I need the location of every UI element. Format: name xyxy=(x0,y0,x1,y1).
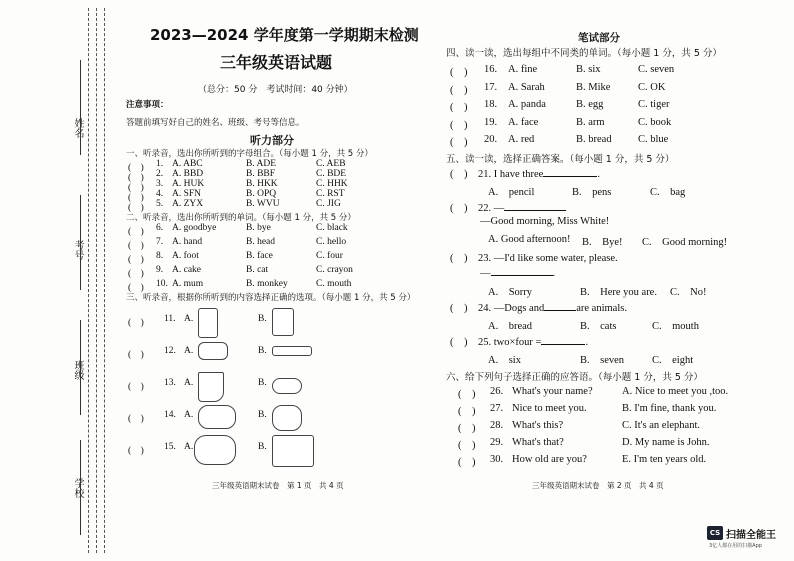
exam-title: 2023—2024 学年度第一学期期末检测 xyxy=(150,26,419,44)
page-one xyxy=(120,0,422,561)
option-c[interactable]: C. AEB xyxy=(316,159,346,169)
question-number: 27. xyxy=(490,403,504,414)
option-b[interactable]: B. xyxy=(258,346,267,356)
q24-option-b[interactable]: B. cats xyxy=(580,321,617,332)
option-b[interactable]: B. six xyxy=(576,64,601,75)
response-option[interactable]: B. I'm fine, thank you. xyxy=(622,403,717,414)
q22-option-b[interactable]: B. Bye! xyxy=(582,237,623,248)
q25-option-c[interactable]: C. eight xyxy=(652,355,694,366)
q22-option-c[interactable]: C. Good morning! xyxy=(642,237,728,248)
question-text: How old are you? xyxy=(512,454,587,465)
name-label: 姓名 xyxy=(72,118,83,138)
question-text: What's this? xyxy=(512,420,564,431)
option-b[interactable]: B. xyxy=(258,442,267,452)
answer-paren[interactable]: ( ) xyxy=(458,389,476,400)
option-c[interactable]: C. book xyxy=(638,116,672,128)
option-c[interactable]: C. OK xyxy=(638,81,666,93)
option-c[interactable]: C. JIG xyxy=(316,199,341,209)
question-21: ( ) 21. I have three . xyxy=(450,169,600,180)
answer-paren[interactable]: ( ) xyxy=(128,183,144,193)
answer-paren[interactable]: ( ) xyxy=(450,137,468,148)
option-a[interactable]: A. goodbye xyxy=(172,223,217,233)
answer-paren[interactable]: ( ) xyxy=(128,446,144,456)
question-number: 6. xyxy=(156,223,164,233)
question-22: ( ) 22. — xyxy=(450,200,566,215)
section6-heading: 六、给下列句子选择正确的应答语。（每小题 1 分，共 5 分） xyxy=(446,372,703,383)
scanner-logo xyxy=(707,525,791,553)
answer-blank[interactable] xyxy=(541,344,585,345)
scanner-name: 扫描全能王 xyxy=(726,530,776,541)
cut-line xyxy=(96,8,97,553)
exam-subtitle: 三年级英语试题 xyxy=(220,53,333,72)
question-number: 1. xyxy=(156,159,164,169)
option-a[interactable]: A. xyxy=(184,442,194,452)
section4-heading: 四、读一读，选出每组中不同类的单词。（每小题 1 分，共 5 分） xyxy=(446,48,722,59)
section3-heading: 三、听录音，根据你所听到的内容选择正确的选项。（每小题 1 分，共 5 分） xyxy=(126,293,416,303)
answer-paren[interactable]: ( ) xyxy=(458,457,476,468)
option-c[interactable]: C. tiger xyxy=(638,99,670,110)
q24-option-c[interactable]: C. mouth xyxy=(652,321,699,332)
response-option[interactable]: A. Nice to meet you ,too. xyxy=(622,386,729,397)
response-option[interactable]: D. My name is John. xyxy=(622,437,710,448)
option-a[interactable]: A. xyxy=(184,314,194,324)
question-24: ( ) 24. —Dogs and are animals. xyxy=(450,303,627,314)
answer-paren[interactable]: ( ) xyxy=(450,84,468,96)
answer-paren[interactable]: ( ) xyxy=(128,318,144,328)
answer-paren[interactable]: ( ) xyxy=(128,382,144,392)
q23-option-b[interactable]: B. Here you are. xyxy=(580,287,657,298)
question-number: 4. xyxy=(156,189,164,199)
q23-reply: — . xyxy=(480,268,556,279)
question-text: What's your name? xyxy=(512,386,593,397)
answer-paren[interactable]: ( ) xyxy=(450,119,468,131)
notes-text: 答题前填写好自己的姓名、班级、考号等信息。 xyxy=(126,118,305,128)
question-number: 3. xyxy=(156,179,164,189)
question-number: 11. xyxy=(164,314,176,324)
option-c[interactable]: C. BDE xyxy=(316,169,347,179)
option-a[interactable]: A. Sarah xyxy=(508,81,545,93)
option-c[interactable]: C. hello xyxy=(316,237,347,247)
question-number: 10. xyxy=(156,279,168,289)
written-header: 笔试部分 xyxy=(578,32,620,44)
listening-header: 听力部分 xyxy=(250,134,294,147)
option-b[interactable]: B. bye xyxy=(246,223,271,233)
question-number: 12. xyxy=(164,346,176,356)
page1-footer: 三年级英语期末试卷 第 1 页 共 4 页 xyxy=(212,481,344,490)
question-number: 20. xyxy=(484,134,498,145)
q21-option-a[interactable]: A. pencil xyxy=(488,187,535,198)
option-a[interactable]: A. BBD xyxy=(172,169,204,179)
scanner-badge-icon: CS xyxy=(707,526,723,540)
option-a[interactable]: A. SFN xyxy=(172,189,202,199)
answer-paren[interactable]: ( ) xyxy=(128,173,144,183)
question-number: 8. xyxy=(156,251,164,261)
q25-option-a[interactable]: A. six xyxy=(488,355,521,366)
scanner-tagline: 3亿人都在用的扫描App xyxy=(709,543,762,549)
family-picture xyxy=(272,435,314,467)
name-field[interactable] xyxy=(80,60,81,155)
pencil-case-picture xyxy=(198,342,228,360)
section2-heading: 二、听录音，选出你所听到的单词。（每小题 1 分，共 5 分） xyxy=(126,213,356,223)
question-number: 9. xyxy=(156,265,164,275)
option-a[interactable]: A. ZYX xyxy=(172,199,204,209)
class-field[interactable] xyxy=(80,320,81,415)
q21-option-b[interactable]: B. pens xyxy=(572,187,612,198)
question-number: 28. xyxy=(490,420,504,431)
response-option[interactable]: E. I'm ten years old. xyxy=(622,454,707,465)
question-23: ( ) 23. —I'd like some water, please. xyxy=(450,253,618,264)
question-text: Nice to meet you. xyxy=(512,403,587,414)
option-b[interactable]: B. WVU xyxy=(246,199,280,209)
score-info: （总分：50 分 考试时间：40 分钟） xyxy=(198,85,353,95)
cut-line xyxy=(104,8,105,553)
answer-paren[interactable]: ( ) xyxy=(458,406,476,417)
class-label: 班级 xyxy=(72,360,83,380)
question-number: 13. xyxy=(164,378,176,388)
option-c[interactable]: C. four xyxy=(316,251,343,261)
question-number: 7. xyxy=(156,237,164,247)
answer-paren[interactable]: ( ) xyxy=(128,283,144,293)
question-text: What's that? xyxy=(512,437,564,448)
answer-paren[interactable]: ( ) xyxy=(128,163,144,173)
answer-paren[interactable]: ( ) xyxy=(128,241,144,251)
option-b[interactable]: B. xyxy=(258,378,267,388)
option-c[interactable]: C. mouth xyxy=(316,279,352,289)
answer-paren[interactable]: ( ) xyxy=(128,269,144,279)
option-a[interactable]: A. hand xyxy=(172,237,203,247)
answer-paren[interactable]: ( ) xyxy=(128,203,144,213)
option-a[interactable]: A. panda xyxy=(508,99,546,110)
eyes-picture xyxy=(272,378,302,394)
option-b[interactable]: B. HKK xyxy=(246,179,278,189)
question-number: 14. xyxy=(164,410,176,420)
dog-picture xyxy=(272,405,302,431)
option-b[interactable]: B. monkey xyxy=(246,279,288,289)
answer-paren[interactable]: ( ) xyxy=(450,102,468,113)
option-a[interactable]: A. red xyxy=(508,134,535,145)
option-a[interactable]: A. cake xyxy=(172,265,202,275)
school-field[interactable] xyxy=(80,440,81,535)
answer-paren[interactable]: ( ) xyxy=(450,67,468,78)
q22-option-a[interactable]: A. Good afternoon! xyxy=(488,234,571,245)
option-a[interactable]: A. ABC xyxy=(172,159,203,169)
question-number: 17. xyxy=(484,81,498,93)
answer-blank[interactable] xyxy=(491,275,553,276)
answer-blank[interactable] xyxy=(544,310,576,311)
option-a[interactable]: A. xyxy=(184,346,194,356)
option-a[interactable]: A. face xyxy=(508,116,539,128)
answer-paren[interactable]: ( ) xyxy=(128,255,144,265)
school-label: 学校 xyxy=(72,478,83,498)
option-a[interactable]: A. HUK xyxy=(172,179,205,189)
answer-blank[interactable] xyxy=(504,210,566,211)
foot-picture xyxy=(198,372,224,402)
page2-footer: 三年级英语期末试卷 第 2 页 共 4 页 xyxy=(532,481,664,490)
option-b[interactable]: B. Mike xyxy=(576,81,611,93)
question-number: 5. xyxy=(156,199,164,209)
gift-bag-picture xyxy=(272,308,294,336)
question-number: 29. xyxy=(490,437,504,448)
crayon-picture xyxy=(272,346,312,356)
option-b[interactable]: B. cat xyxy=(246,265,269,275)
question-number: 26. xyxy=(490,386,504,397)
cup-picture xyxy=(198,308,218,338)
cat-picture xyxy=(198,405,236,429)
q23-option-a[interactable]: A. Sorry xyxy=(488,287,533,298)
option-b[interactable]: B. bread xyxy=(576,134,612,145)
question-number: 18. xyxy=(484,99,498,110)
section1-heading: 一、听录音，选出你所听到的字母组合。（每小题 1 分，共 5 分） xyxy=(126,149,373,159)
option-b[interactable]: B. xyxy=(258,314,267,324)
question-number: 19. xyxy=(484,116,498,128)
binding-strip xyxy=(0,0,120,561)
answer-paren[interactable]: ( ) xyxy=(128,193,144,203)
answer-paren[interactable]: ( ) xyxy=(128,350,144,360)
option-c[interactable]: C. seven xyxy=(638,64,675,75)
question-number: 2. xyxy=(156,169,164,179)
option-a[interactable]: A. xyxy=(184,378,194,388)
page-two xyxy=(432,0,790,561)
id-field[interactable] xyxy=(80,195,81,290)
cut-line xyxy=(88,8,89,553)
option-c[interactable]: C. HHK xyxy=(316,179,348,189)
q22-reply: —Good morning, Miss White! xyxy=(480,216,610,227)
question-number: 30. xyxy=(490,454,504,465)
answer-paren[interactable]: ( ) xyxy=(128,227,144,237)
q24-option-a[interactable]: A. bread xyxy=(488,321,533,332)
option-c[interactable]: C. black xyxy=(316,223,348,233)
option-b[interactable]: B. OPQ xyxy=(246,189,277,199)
q23-option-c[interactable]: C. No! xyxy=(670,287,707,298)
q21-option-c[interactable]: C. bag xyxy=(650,187,686,198)
question-number: 16. xyxy=(484,64,498,75)
section5-heading: 五、读一读，选择正确答案。（每小题 1 分，共 5 分） xyxy=(446,154,675,165)
option-b[interactable]: B. face xyxy=(246,251,273,261)
q25-option-b[interactable]: B. seven xyxy=(580,355,625,366)
question-25: ( ) 25. two×four = . xyxy=(450,337,589,348)
option-c[interactable]: C. crayon xyxy=(316,265,353,275)
option-b[interactable]: B. ADE xyxy=(246,159,277,169)
answer-blank[interactable] xyxy=(543,176,597,177)
option-b[interactable]: B. xyxy=(258,410,267,420)
answer-paren[interactable]: ( ) xyxy=(458,423,476,434)
option-b[interactable]: B. BBF xyxy=(246,169,276,179)
option-a[interactable]: A. xyxy=(184,410,194,420)
option-a[interactable]: A. fine xyxy=(508,64,538,75)
response-option[interactable]: C. It's an elephant. xyxy=(622,420,700,431)
answer-paren[interactable]: ( ) xyxy=(458,440,476,451)
option-a[interactable]: A. foot xyxy=(172,251,199,261)
option-c[interactable]: C. blue xyxy=(638,134,669,145)
children-picture xyxy=(194,435,236,465)
answer-paren[interactable]: ( ) xyxy=(128,414,144,424)
notes-label: 注意事项： xyxy=(126,100,169,110)
id-label: 考号 xyxy=(72,240,83,260)
option-b[interactable]: B. head xyxy=(246,237,276,247)
option-a[interactable]: A. mum xyxy=(172,279,204,289)
option-b[interactable]: B. egg xyxy=(576,99,604,110)
option-c[interactable]: C. RST xyxy=(316,189,345,199)
question-number: 15. xyxy=(164,442,176,452)
option-b[interactable]: B. arm xyxy=(576,116,605,128)
